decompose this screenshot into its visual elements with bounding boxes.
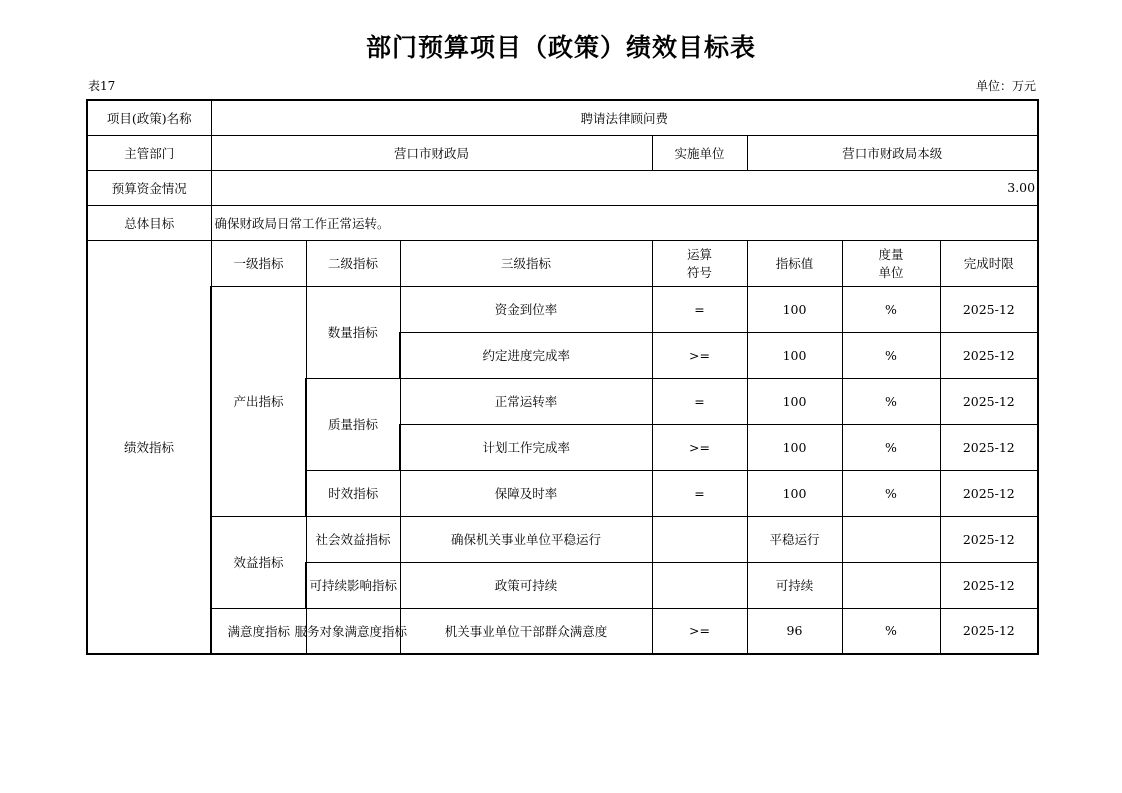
header-level3: 三级指标: [400, 240, 652, 286]
indicator-operator: >=: [652, 608, 747, 654]
project-name-row: [87, 100, 1038, 135]
indicator-operator: =: [652, 470, 747, 516]
header-unit: [842, 240, 940, 286]
header-operator-line1: 运算: [686, 247, 712, 262]
group-sustainable: 可持续影响指标: [306, 562, 400, 608]
indicator-value: 平稳运行: [747, 516, 842, 562]
indicator-name: 保障及时率: [400, 470, 652, 516]
unit-label: 单位：万元: [975, 79, 1036, 93]
implementer-value: 营口市财政局本级: [747, 135, 1038, 170]
overall-goal-row: [87, 205, 1038, 240]
header-level2: 二级指标: [306, 240, 400, 286]
implementer-label: 实施单位: [652, 135, 747, 170]
indicator-operator: =: [652, 378, 747, 424]
indicator-deadline: 2025-12: [940, 424, 1038, 470]
indicator-value: 100: [747, 378, 842, 424]
indicator-unit: [842, 516, 940, 562]
indicator-name: 确保机关事业单位平稳运行: [400, 516, 652, 562]
budget-row: [87, 170, 1038, 205]
performance-label: 绩效指标: [87, 240, 211, 654]
group-quality: 质量指标: [306, 378, 400, 470]
indicator-deadline: 2025-12: [940, 608, 1038, 654]
indicator-name: 约定进度完成率: [400, 332, 652, 378]
performance-target-table: [86, 99, 1039, 655]
indicator-deadline: 2025-12: [940, 286, 1038, 332]
indicator-deadline: 2025-12: [940, 470, 1038, 516]
indicator-name: 政策可持续: [400, 562, 652, 608]
indicator-value: 100: [747, 286, 842, 332]
indicator-deadline: 2025-12: [940, 378, 1038, 424]
group-service: [294, 608, 408, 654]
indicator-value: 96: [747, 608, 842, 654]
indicator-name: 资金到位率: [400, 286, 652, 332]
group-benefit: 效益指标: [211, 516, 306, 608]
indicator-unit: %: [842, 424, 940, 470]
indicator-deadline: 2025-12: [940, 516, 1038, 562]
indicator-operator: [652, 562, 747, 608]
project-name-value: 聘请法律顾问费: [211, 100, 1038, 135]
group-output: 产出指标: [211, 286, 306, 516]
department-value: 营口市财政局: [211, 135, 652, 170]
indicator-header-row: [87, 240, 1038, 286]
indicator-unit: %: [842, 378, 940, 424]
header-value: 指标值: [747, 240, 842, 286]
indicator-value: 100: [747, 332, 842, 378]
department-label: 主管部门: [87, 135, 211, 170]
group-satisfaction: 满意度指标: [211, 608, 306, 654]
group-quantity: 数量指标: [306, 286, 400, 378]
indicator-unit: %: [842, 608, 940, 654]
indicator-deadline: 2025-12: [940, 332, 1038, 378]
table-row: [87, 608, 1038, 654]
indicator-value: 可持续: [747, 562, 842, 608]
indicator-deadline: 2025-12: [940, 562, 1038, 608]
overall-goal-label: 总体目标: [87, 205, 211, 240]
indicator-unit: [842, 562, 940, 608]
indicator-unit: %: [842, 332, 940, 378]
indicator-unit: %: [842, 286, 940, 332]
indicator-operator: [652, 516, 747, 562]
table-row: [87, 286, 1038, 332]
indicator-operator: >=: [652, 424, 747, 470]
group-social: 社会效益指标: [306, 516, 400, 562]
indicator-name: 正常运转率: [400, 378, 652, 424]
group-timeliness: 时效指标: [306, 470, 400, 516]
indicator-name: 计划工作完成率: [400, 424, 652, 470]
table-row: [87, 516, 1038, 562]
header-unit-line2: 单位: [878, 265, 904, 280]
indicator-operator: >=: [652, 332, 747, 378]
header-unit-line1: 度量: [878, 247, 904, 262]
budget-label: 预算资金情况: [87, 170, 211, 205]
table-number: 表17: [88, 79, 116, 93]
indicator-name: 机关事业单位干部群众满意度: [400, 608, 652, 654]
budget-value: 3.00: [211, 170, 1038, 205]
group-service-text: 服务对象满意度指标: [294, 623, 408, 639]
indicator-value: 100: [747, 424, 842, 470]
project-name-label: 项目(政策)名称: [87, 100, 211, 135]
header-level1: 一级指标: [211, 240, 306, 286]
indicator-operator: =: [652, 286, 747, 332]
page-title: 部门预算项目（政策）绩效目标表: [365, 33, 756, 62]
indicator-unit: %: [842, 470, 940, 516]
header-operator-line2: 符号: [686, 265, 712, 280]
header-deadline: 完成时限: [940, 240, 1038, 286]
overall-goal-value: 确保财政局日常工作正常运转。: [211, 205, 1038, 240]
department-row: [87, 135, 1038, 170]
indicator-value: 100: [747, 470, 842, 516]
header-operator: [652, 240, 747, 286]
